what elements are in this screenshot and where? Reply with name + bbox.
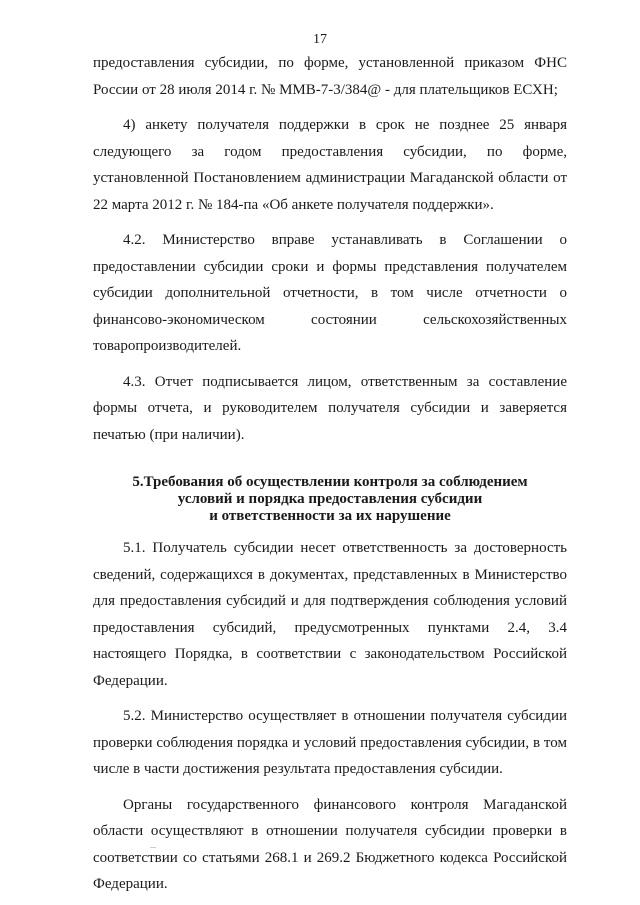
paragraph-item-4: 4) анкету получателя поддержки в срок не позднее 25 января следующего за годом предоставления субсидии, по форме, установленной Постановлением администрации Магаданской области от 22 марта 2012 г. № 184-па «Об анкете получателя поддержки». [93,117,567,213]
scan-artifact [150,847,156,848]
paragraph-continuation: предоставления субсидии, по форме, установленной приказом ФНС России от 28 июля 2014 г. № ММВ-7-3/384@ - для плательщиков ЕСХН; [93,55,567,98]
section-heading [93,474,567,525]
section-heading-line: условий и порядка предоставления субсидии [177,491,483,507]
section-heading-line: 5.Требования об осуществлении контроля за соблюдением [132,474,528,490]
paragraph-5-2: 5.2. Министерство осуществляет в отношении получателя субсидии проверки соблюдения порядка и условий предоставления субсидии, в том числе в части достижения результата предоставления субсидии. [93,708,567,777]
paragraph-5-1: 5.1. Получатель субсидии несет ответственность за достоверность сведений, содержащихся в документах, представленных в Министерство для предоставления субсидий и для подтверждения соблюдения условий предоставления субсидий, предусмотренных пунктами 2.4, 3.4 настоящего Порядка, в соответствии с законодательством Российской Федерации. [93,540,567,689]
section-heading-line: и ответственности за их нарушение [209,508,451,524]
document-body [93,50,567,898]
paragraph-4-2: 4.2. Министерство вправе устанавливать в Соглашении о предоставлении субсидии сроки и формы представления получателем субсидии дополнительной отчетности, в том числе отчетности о финансово-экономическом состоянии сельскохозяйственных товаропроизводителей. [93,232,567,354]
paragraph-financial-control: Органы государственного финансового контроля Магаданской области осуществляют в отношении получателя субсидии проверки в соответствии со статьями 268.1 и 269.2 Бюджетного кодекса Российской Федерации. [93,796,567,892]
paragraph-4-3: 4.3. Отчет подписывается лицом, ответственным за составление формы отчета, и руководителем получателя субсидии и заверяется печатью (при наличии). [93,373,567,443]
page-number: 17 [313,32,327,47]
